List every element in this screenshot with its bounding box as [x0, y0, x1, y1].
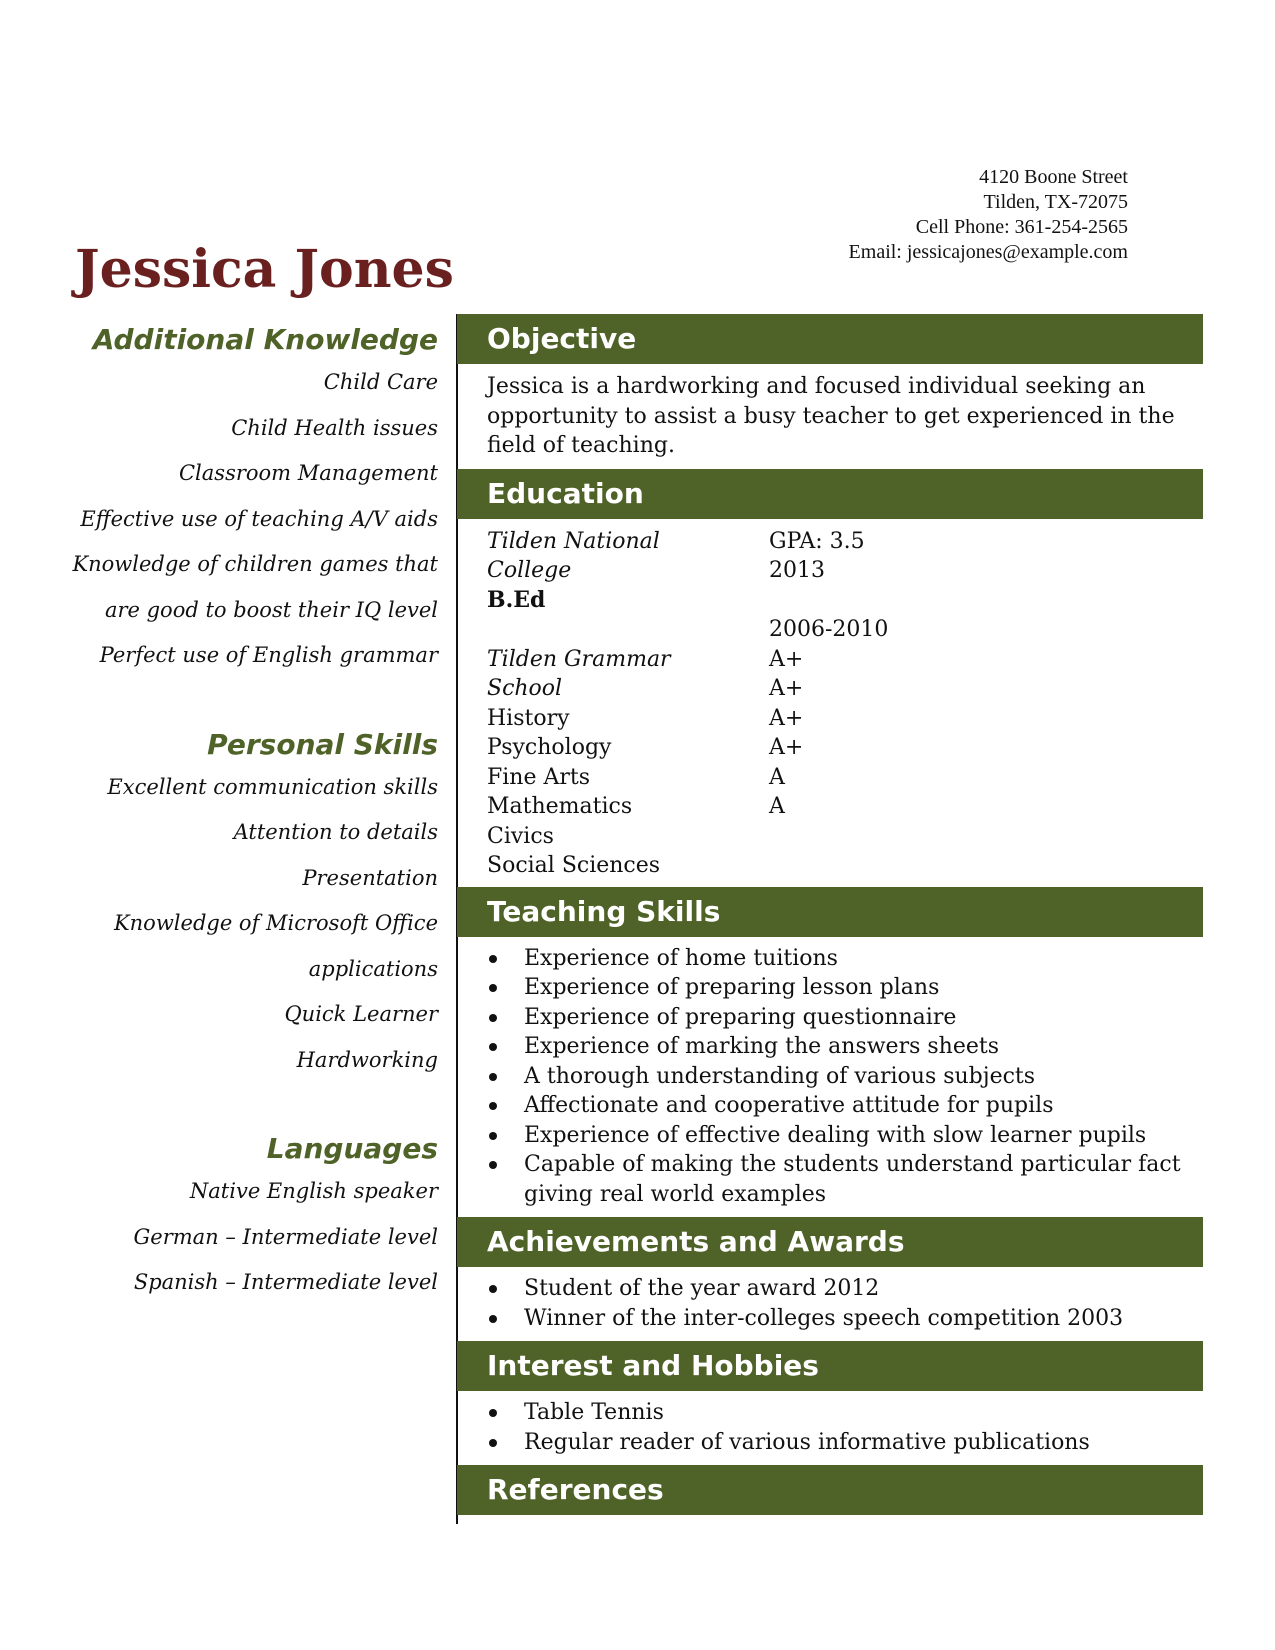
candidate-name: Jessica Jones — [75, 239, 454, 300]
education-cell: 2013 — [769, 558, 825, 583]
education-heading: Education — [457, 469, 1203, 519]
languages-heading: Languages — [266, 1132, 438, 1165]
list-item: Spanish – Intermediate level — [133, 1270, 438, 1294]
list-item: A thorough understanding of various subjects — [487, 1062, 1183, 1092]
list-item: Regular reader of various informative publications — [487, 1428, 1183, 1458]
education-table — [457, 519, 1203, 887]
education-cell: A+ — [769, 646, 804, 672]
education-cell — [769, 586, 1183, 616]
list-item: Classroom Management — [178, 461, 438, 485]
education-cell: GPA: 3.5 — [769, 528, 865, 554]
list-item: Table Tennis — [487, 1398, 1183, 1428]
achievements-list — [457, 1267, 1203, 1341]
achievements-heading: Achievements and Awards — [457, 1217, 1203, 1267]
list-item: Child Health issues — [231, 415, 438, 440]
personal-skills-list — [60, 765, 438, 1084]
education-cell: A+ — [769, 705, 804, 731]
contact-phone: Cell Phone: 361-254-2565 — [915, 216, 1128, 238]
list-item: Capable of making the students understand particular fact giving real world examples — [487, 1150, 1183, 1209]
list-item: German – Intermediate level — [133, 1224, 438, 1249]
education-cell: Civics — [487, 823, 554, 849]
teaching-skills-list — [457, 937, 1203, 1218]
list-item: Experience of preparing lesson plans — [487, 973, 1183, 1003]
hobbies-heading: Interest and Hobbies — [457, 1341, 1203, 1391]
contact-block — [849, 165, 1128, 265]
contact-email: Email: jessicajones@example.com — [848, 241, 1128, 263]
list-item: Perfect use of English grammar — [99, 643, 438, 667]
additional-knowledge-list — [60, 360, 438, 679]
education-cell — [769, 822, 1183, 852]
education-cell: Social Sciences — [487, 853, 661, 878]
list-item: Child Care — [323, 370, 438, 394]
education-cell: A+ — [769, 735, 804, 760]
list-item: Experience of home tuitions — [487, 944, 1183, 974]
hobbies-list — [457, 1391, 1203, 1465]
list-item: Winner of the inter-colleges speech competition 2003 — [487, 1304, 1183, 1334]
languages-list — [60, 1169, 438, 1306]
objective-text: Jessica is a hardworking and focused individual seeking an opportunity to assist a busy teacher to get experienced in the field of teaching. — [487, 374, 1175, 458]
list-item: Hardworking — [296, 1047, 438, 1072]
education-cell: A+ — [769, 676, 804, 701]
additional-knowledge-heading: Additional Knowledge — [92, 323, 438, 356]
teaching-skills-heading: Teaching Skills — [457, 887, 1203, 937]
list-item: Attention to details — [233, 820, 438, 844]
list-item: Presentation — [302, 865, 438, 890]
education-cell: Tilden National — [487, 528, 660, 554]
list-item: Knowledge of children games that — [72, 552, 438, 576]
sidebar — [60, 320, 438, 1306]
education-cell: Psychology — [487, 735, 612, 760]
list-item: Knowledge of Microsoft Office — [113, 911, 438, 935]
education-cell: College — [487, 558, 572, 583]
list-item: Student of the year award 2012 — [487, 1274, 1183, 1304]
list-item: Experience of effective dealing with slow learner pupils — [487, 1121, 1183, 1151]
education-cell: Mathematics — [487, 794, 633, 819]
education-cell — [487, 615, 769, 645]
list-item: Experience of preparing questionnaire — [487, 1003, 1183, 1033]
personal-skills-heading: Personal Skills — [207, 727, 438, 761]
education-cell: 2006-2010 — [769, 617, 889, 642]
main-column — [457, 314, 1203, 1515]
section-spacer — [60, 1083, 438, 1129]
contact-city: Tilden, TX-72075 — [983, 191, 1128, 213]
list-item: Experience of marking the answers sheets — [487, 1032, 1183, 1062]
list-item: Quick Learner — [284, 1002, 438, 1026]
objective-heading: Objective — [457, 314, 1203, 364]
list-item: Excellent communication skills — [107, 774, 438, 799]
contact-street: 4120 Boone Street — [979, 166, 1128, 188]
education-cell: A — [769, 764, 785, 790]
education-cell — [769, 851, 1183, 881]
education-cell: A — [769, 794, 785, 819]
section-spacer — [60, 679, 438, 725]
list-item: Native English speaker — [189, 1179, 438, 1203]
list-item: are good to boost their IQ level — [104, 597, 438, 622]
list-item: Affectionate and cooperative attitude for pupils — [487, 1091, 1183, 1121]
education-cell: Fine Arts — [487, 764, 591, 790]
education-cell: Tilden Grammar — [487, 646, 671, 672]
list-item: applications — [308, 956, 438, 981]
references-heading: References — [457, 1465, 1203, 1515]
education-cell: B.Ed — [487, 586, 546, 613]
list-item: Effective use of teaching A/V aids — [80, 506, 438, 531]
education-cell: School — [487, 676, 563, 701]
education-cell: History — [487, 705, 570, 731]
